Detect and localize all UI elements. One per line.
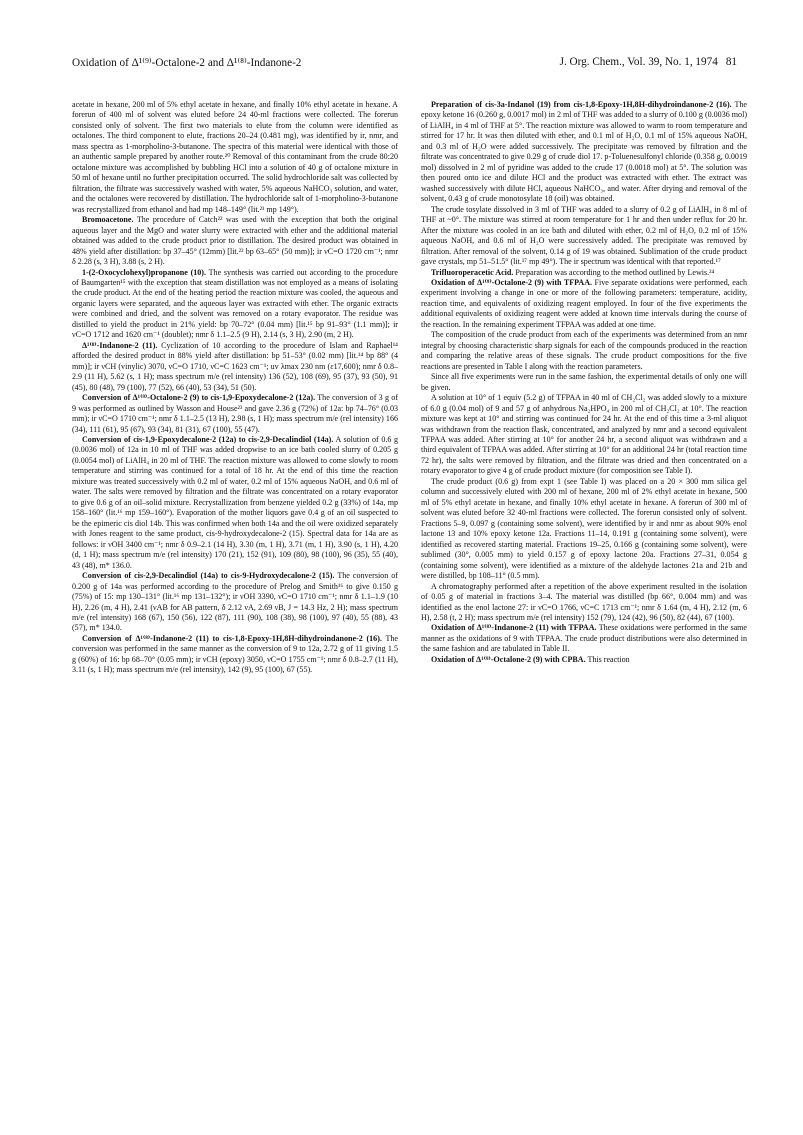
paragraph [421, 623, 747, 654]
section-heading: Conversion of Δ¹⁽⁹⁾-Octalone-2 (9) to cis-1,9-Epoxydecalone-2 (12a). [82, 393, 316, 403]
left-column [72, 100, 398, 676]
paragraph-text: A solution of 0.6 g (0.0036 mol) of 12a in 10 ml of THF was added dropwise to an ice bath cooled slurry of 0.205 g (0.0054 mol) of LiAlH₄ in 20 ml of THF. The reaction mixture was allowed to come slowly to room temperature and stirring was continued for a total of 18 hr. At the end of this time the reaction mixture was treated successively with 0.2 ml of water, 0.2 ml of 15% aqueous NaOH, and 0.6 ml of water. The salts were removed by filtration and the filtrate was concentrated on a rotary evaporator to give 0.6 g of an oil–solid mixture. Recrystallization from benzene yielded 0.2 g (33%) of 14a, mp 158–160° (lit.¹⁶ mp 159–160°). Evaporation of the mother liquors gave 0.4 g of an oil suspected to be the epimeric cis diol 14b. This was confirmed when both 14a and the oil were oxidized separately with Jones reagent to the same product, cis-9-hydroxydecalone-2 (15). Spectral data for 14a are as follows: ir νOH 3400 cm⁻¹; nmr δ 0.9–2.1 (14 H), 3.30 (m, 1 H), 3.71 (m, 1 H), 3.90 (s, 1 H), 4.20 (d, 1 H); mass spectrum m/e (rel intensity) 170 (21), 152 (91), 109 (80), 98 (100), 96 (35), 55 (40), 43 (48), m* 136.0. [72, 435, 398, 570]
paragraph-text: The epoxy ketone 16 (0.260 g, 0.0017 mol) in 2 ml of THF was added to a slurry of 0.100 g (0.0036 mol) of LiAlH₄ in 4 ml of THF at 5°. The reaction mixture was allowed to warm to room temperature and stirred for 17 hr. It was then diluted with ether, and 0.1 ml of H₂O, 0.1 ml of 15% aqueous NaOH, and 0.3 ml of H₂O were added successively. The precipitate was removed by filtration and the filtrate was concentrated to give 0.29 g of crude diol 17. p-Toluenesulfonyl chloride (0.358 g, 0.0019 mol) dissolved in 2 ml of pyridine was added to the crude 17 (0.0018 mol) at 5°. The solution was then poured onto ice and dilute HCl and the product was extracted with ether. The extract was washed successively with dilute HCl, aqueous NaHCO₃, and water. After drying and removal of the solvent, 0.43 g of crude monotosylate 18 (oil) was obtained. [421, 100, 747, 204]
paragraph [421, 268, 747, 278]
paragraph-text: The synthesis was carried out according to the procedure of Baumgarten¹⁵ with the exception that steam distillation was not employed as a means of isolating the crude product. At the end of the heating period the reaction mixture was cooled, the aqueous and organic layers were separated, and the aqueous layer was extracted with ether. The organic extracts were combined and dried, and the solvent was removed on a rotary evaporator. The residue was distilled to yield the product in 21% yield: bp 70–72° (0.04 mm) [lit.¹⁵ bp 91–93° (1.1 mm)]; ir νC=O 1712 and 1620 cm⁻¹ (doublet); nmr δ 1.1–2.5 (9 H), 2.14 (s, 3 H), 2.90 (m, 2 H). [72, 267, 398, 340]
paragraph-text: acetate in hexane, 200 ml of 5% ethyl acetate in hexane, and finally 10% ethyl acetate in hexane. A forerun of 400 ml of solvent was eluted before 24 40-ml fractions were collected. The forerun consisted only of solvent. The first two materials to elute from the column were identified as octalones. The third component to elute, fractions 20–24 (0.481 mg), was identified by ir, nmr, and mass spectra as 1-morpholino-3-butanone. The spectra of this material were identical with those of an authentic sample prepared by another route.²⁰ Removal of this contaminant from the crude 80:20 octalone mixture was accomplished by bubbling HCl into a solution of 40 g of octalone mixture in 50 ml of hexane until no further precipitation occurred. The solid hydrochloride salt was collected by filtration, the filtrate was successively washed with water, 5% aqueous NaHCO₃ solution, and water, and the octalones were recovered by distillation. The hydrochloride salt of 1-morpholino-3-butanone was recrystallized from ethanol and had mp 148–149° (lit.²¹ mp 149°). [72, 100, 398, 214]
paragraph-text: The conversion of 3 g of 9 was performed as outlined by Wasson and House²³ and gave 2.36 g (72%) of 12a: bp 74–76° (0.03 mm); ir νC=O 1710 cm⁻¹; nmr δ 1.1–2.5 (13 H), 2.98 (s, 1 H); mass spectrum m/e (rel intensity) 166 (34), 111 (61), 95 (67), 93 (34), 81 (31), 67 (100), 55 (47). [72, 393, 398, 434]
running-title: Oxidation of Δ¹⁽⁹⁾-Octalone-2 and Δ¹⁽⁸⁾-Indanone-2 [72, 57, 302, 69]
paragraph [421, 582, 747, 624]
paragraph-text: The conversion was performed in the same manner as the conversion of 9 to 12a, 2.72 g of 11 giving 1.5 g (60%) of 16: bp 68–70° (0.05 mm); ir νCH (epoxy) 3050, νC=O 1755 cm⁻¹; nmr δ 0.8–2.7 (11 H), 3.11 (s, 1 H); mass spectrum m/e (rel intensity), 142 (9), 95 (100), 67 (55). [72, 633, 398, 675]
right-column [421, 100, 747, 665]
page-number: 81 [725, 56, 737, 68]
section-heading: Bromoacetone. [82, 215, 134, 225]
paragraph-text: These oxidations were performed in the same manner as the oxidations of 9 with TFPAA. The crude product distributions were also determined in the same fashion and are tabulated in Table II. [421, 623, 747, 654]
paragraph [421, 393, 747, 477]
paragraph-text: A solution at 10° of 1 equiv (5.2 g) of TFPAA in 40 ml of CH₂Cl₂ was added slowly to a mixture of 6.0 g (0.04 mol) of 9 and 57 g of anhydrous Na₂HPO₄ in 200 ml of CH₂Cl₂ at 10°. The reaction mixture was kept at 10° and stirring was continued for 24 hr. At the end of this time a 3-ml aliquot was withdrawn from the reaction flask, concentrated, and analyzed by nmr and a second equivalent TFPAA was added. After stirring at 10° for another 24 hr, a second aliquot was withdrawn and a third equivalent of TFPAA was added. After stirring at 10° for an additional 24 hr (total reaction time 72 hr), the salts were removed by filtration, and the filtrate was dried and then concentrated on a rotary evaporator to give 4 g of crude product mixture (for composition see Table I). [421, 393, 747, 476]
paragraph [421, 372, 747, 393]
paragraph [421, 205, 747, 268]
paragraph [72, 435, 398, 571]
paragraph-text: This reaction [585, 654, 630, 664]
running-header [72, 56, 737, 74]
paragraph [72, 634, 398, 676]
paragraph [72, 341, 398, 393]
journal-name: J. Org. Chem., Vol. 39, No. 1, 1974 [559, 56, 718, 68]
paragraph-text: A chromatography performed after a repetition of the above experiment resulted in the isolation of 0.05 g of material in fractions 3–4. The material was distilled (bp 66°, 0.004 mm) and was identified as the enol lactone 27: ir νC=O 1766, νC=C 1713 cm⁻¹; nmr δ 1.64 (m, 4 H), 2.12 (m, 6 H), 2.58 (t, 2 H); mass spectrum m/e (rel intensity) 152 (79), 124 (42), 96 (50), 82 (44), 67 (100). [421, 581, 747, 622]
section-heading: Conversion of Δ¹⁽⁸⁾-Indanone-2 (11) to cis-1,8-Epoxy-1H,8H-dihydroindanone-2 (16). [82, 633, 382, 643]
paragraph [421, 330, 747, 372]
paragraph-text: The crude tosylate dissolved in 3 ml of THF was added to a slurry of 0.2 g of LiAlH₄ in 8 ml of THF at ~0°. The mixture was stirred at room temperature for 1 hr and then under reflux for 20 hr. After the mixture was cooled in an ice bath and diluted with ether, 0.2 ml of H₂O, 0.2 ml of 15% aqueous NaOH, and 0.6 ml of H₂O were successively added. The precipitate was removed by filtration. After removal of the solvent, 0.14 g of 19 was obtained. Sublimation of the crude product gave crystals, mp 51–51.5° (lit.¹⁷ mp 49°). The ir spectrum was identical with that reported.¹⁷ [421, 204, 747, 267]
section-heading: Δ¹⁽⁸⁾-Indanone-2 (11). [82, 340, 158, 350]
paragraph-text: The composition of the crude product from each of the experiments was determined from an nmr integral by choosing characteristic sharp signals for each of the compounds produced in the reaction and comparing the relative areas of these signals. The crude product compositions for the five reactions are presented in Table I along with the reaction parameters. [421, 330, 747, 371]
paragraph [72, 215, 398, 267]
paragraph [72, 393, 398, 435]
paragraph-text: Cyclization of 10 according to the procedure of Islam and Raphael¹⁴ afforded the desired product in 88% yield after distillation: bp 51–53° (0.02 mm) [lit.¹⁴ bp 88° (4 mm)]; ir νCH (vinylic) 3070, νC=O 1710, νC=C 1623 cm⁻¹; uv λmax 230 nm (ε17,600); nmr δ 0.8–2.9 (11 H), 5.62 (s, 1 H); mass spectrum m/e (rel intensity) 136 (52), 108 (69), 95 (37), 93 (50), 91 (45), 80 (48), 79 (100), 77 (52), 66 (40), 53 (34), 51 (50). [72, 340, 398, 392]
paragraph-text: The procedure of Catch²² was used with the exception that both the original aqueous layer and the MgO and water slurry were extracted with ether and the additional material obtained was added to the crude product prior to distillation. The desired product was obtained in 48% yield after distillation: bp 37–45° (12mm) [lit.²² bp 63–65° (50 mm)]; ir νC=O 1720 cm⁻¹; nmr δ 2.28 (s, 3 H), 3.88 (s, 2 H). [72, 215, 398, 267]
section-heading: Oxidation of Δ¹⁽⁹⁾-Octalone-2 (9) with CPBA. [431, 654, 586, 664]
paragraph-text: Since all five experiments were run in the same fashion, the experimental details of only one will be given. [421, 372, 747, 392]
paragraph-text: The conversion of 0.200 g of 14a was performed according to the procedure of Prelog and Smith¹⁶ to give 0.150 g (75%) of 15: mp 130–131° (lit.¹⁶ mp 131–132°); ir νOH 3390, νC=O 1710 cm⁻¹; nmr δ 1.1–1.9 (10 H), 2.26 (m, 4 H), 2.41 (νAB for AB pattern, δ 2.12 νA, 2.69 νB, J = 14.3 Hz, 2 H); mass spectrum m/e (rel intensity) 168 (67), 150 (56), 122 (87), 111 (90), 108 (38), 98 (100), 97 (40), 55 (88), 43 (57), m* 134.0. [72, 571, 398, 633]
paragraph-text: The crude product (0.6 g) from expt 1 (see Table I) was placed on a 20 × 300 mm silica gel column and successively eluted with 200 ml of hexane, 200 ml of 2% ethyl acetate in hexane, 500 ml of 5% ethyl acetate in hexane, and finally 10% ethyl acetate in hexane. A forerun of 300 ml of solvent was eluted before 32 40-ml fractions were collected. The forerun consisted only of solvent. Fractions 5–9, 0.097 g (containing some solvent), were identified by ir and nmr as about 90% enol lactone 13 and 10% epoxy ketone 12a. Fractions 11–14, 0.191 g (containing some solvent), were identified as recovered starting material. Fractions 19–25, 0.166 g (containing some solvent), were sublimed (30°, 0.005 mm) to yield 0.157 g of epoxy lactone 20a. Fractions 27–31, 0.054 g (containing some solvent), were identified as a mixture of the aldehyde lactones 21a and 21b and were distilled, bp 108–11° (0.5 mm). [421, 476, 747, 581]
paragraph [421, 278, 747, 330]
paragraph [421, 655, 747, 665]
paragraph [421, 100, 747, 205]
paragraph [72, 268, 398, 341]
section-heading: 1-(2-Oxocyclohexyl)propanone (10). [82, 267, 206, 277]
section-heading: Conversion of cis-1,9-Epoxydecalone-2 (12a) to cis-2,9-Decalindiol (14a). [82, 435, 334, 444]
journal-citation [560, 56, 737, 68]
paragraph [72, 100, 398, 215]
paragraph [72, 571, 398, 634]
paragraph [421, 477, 747, 582]
paragraph-text: Five separate oxidations were performed, each experiment involving a change in one or more of the following parameters: temperature, acidity, reaction time, and equivalents of oxidizing reagent employed. In four of the five experiments the additional equivalents of oxidizing reagent were added at known time intervals during the course of the reaction. In the remaining experiment TFPAA was added at one time. [421, 277, 747, 329]
paragraph-text: Preparation was according to the method outlined by Lewis.²⁴ [513, 267, 715, 277]
section-heading: Oxidation of Δ¹⁽⁹⁾-Octalone-2 (9) with TFPAA. [431, 277, 593, 287]
section-heading: Trifluoroperacetic Acid. [431, 267, 514, 277]
section-heading: Conversion of cis-2,9-Decalindiol (14a) to cis-9-Hydroxydecalone-2 (15). [82, 571, 335, 581]
section-heading: Oxidation of Δ¹⁽⁸⁾-Indanone-2 (11) with TFPAA. [431, 623, 597, 633]
section-heading: Preparation of cis-3a-Indanol (19) from cis-1,8-Epoxy-1H,8H-dihydroindanone-2 (16). [431, 100, 732, 109]
